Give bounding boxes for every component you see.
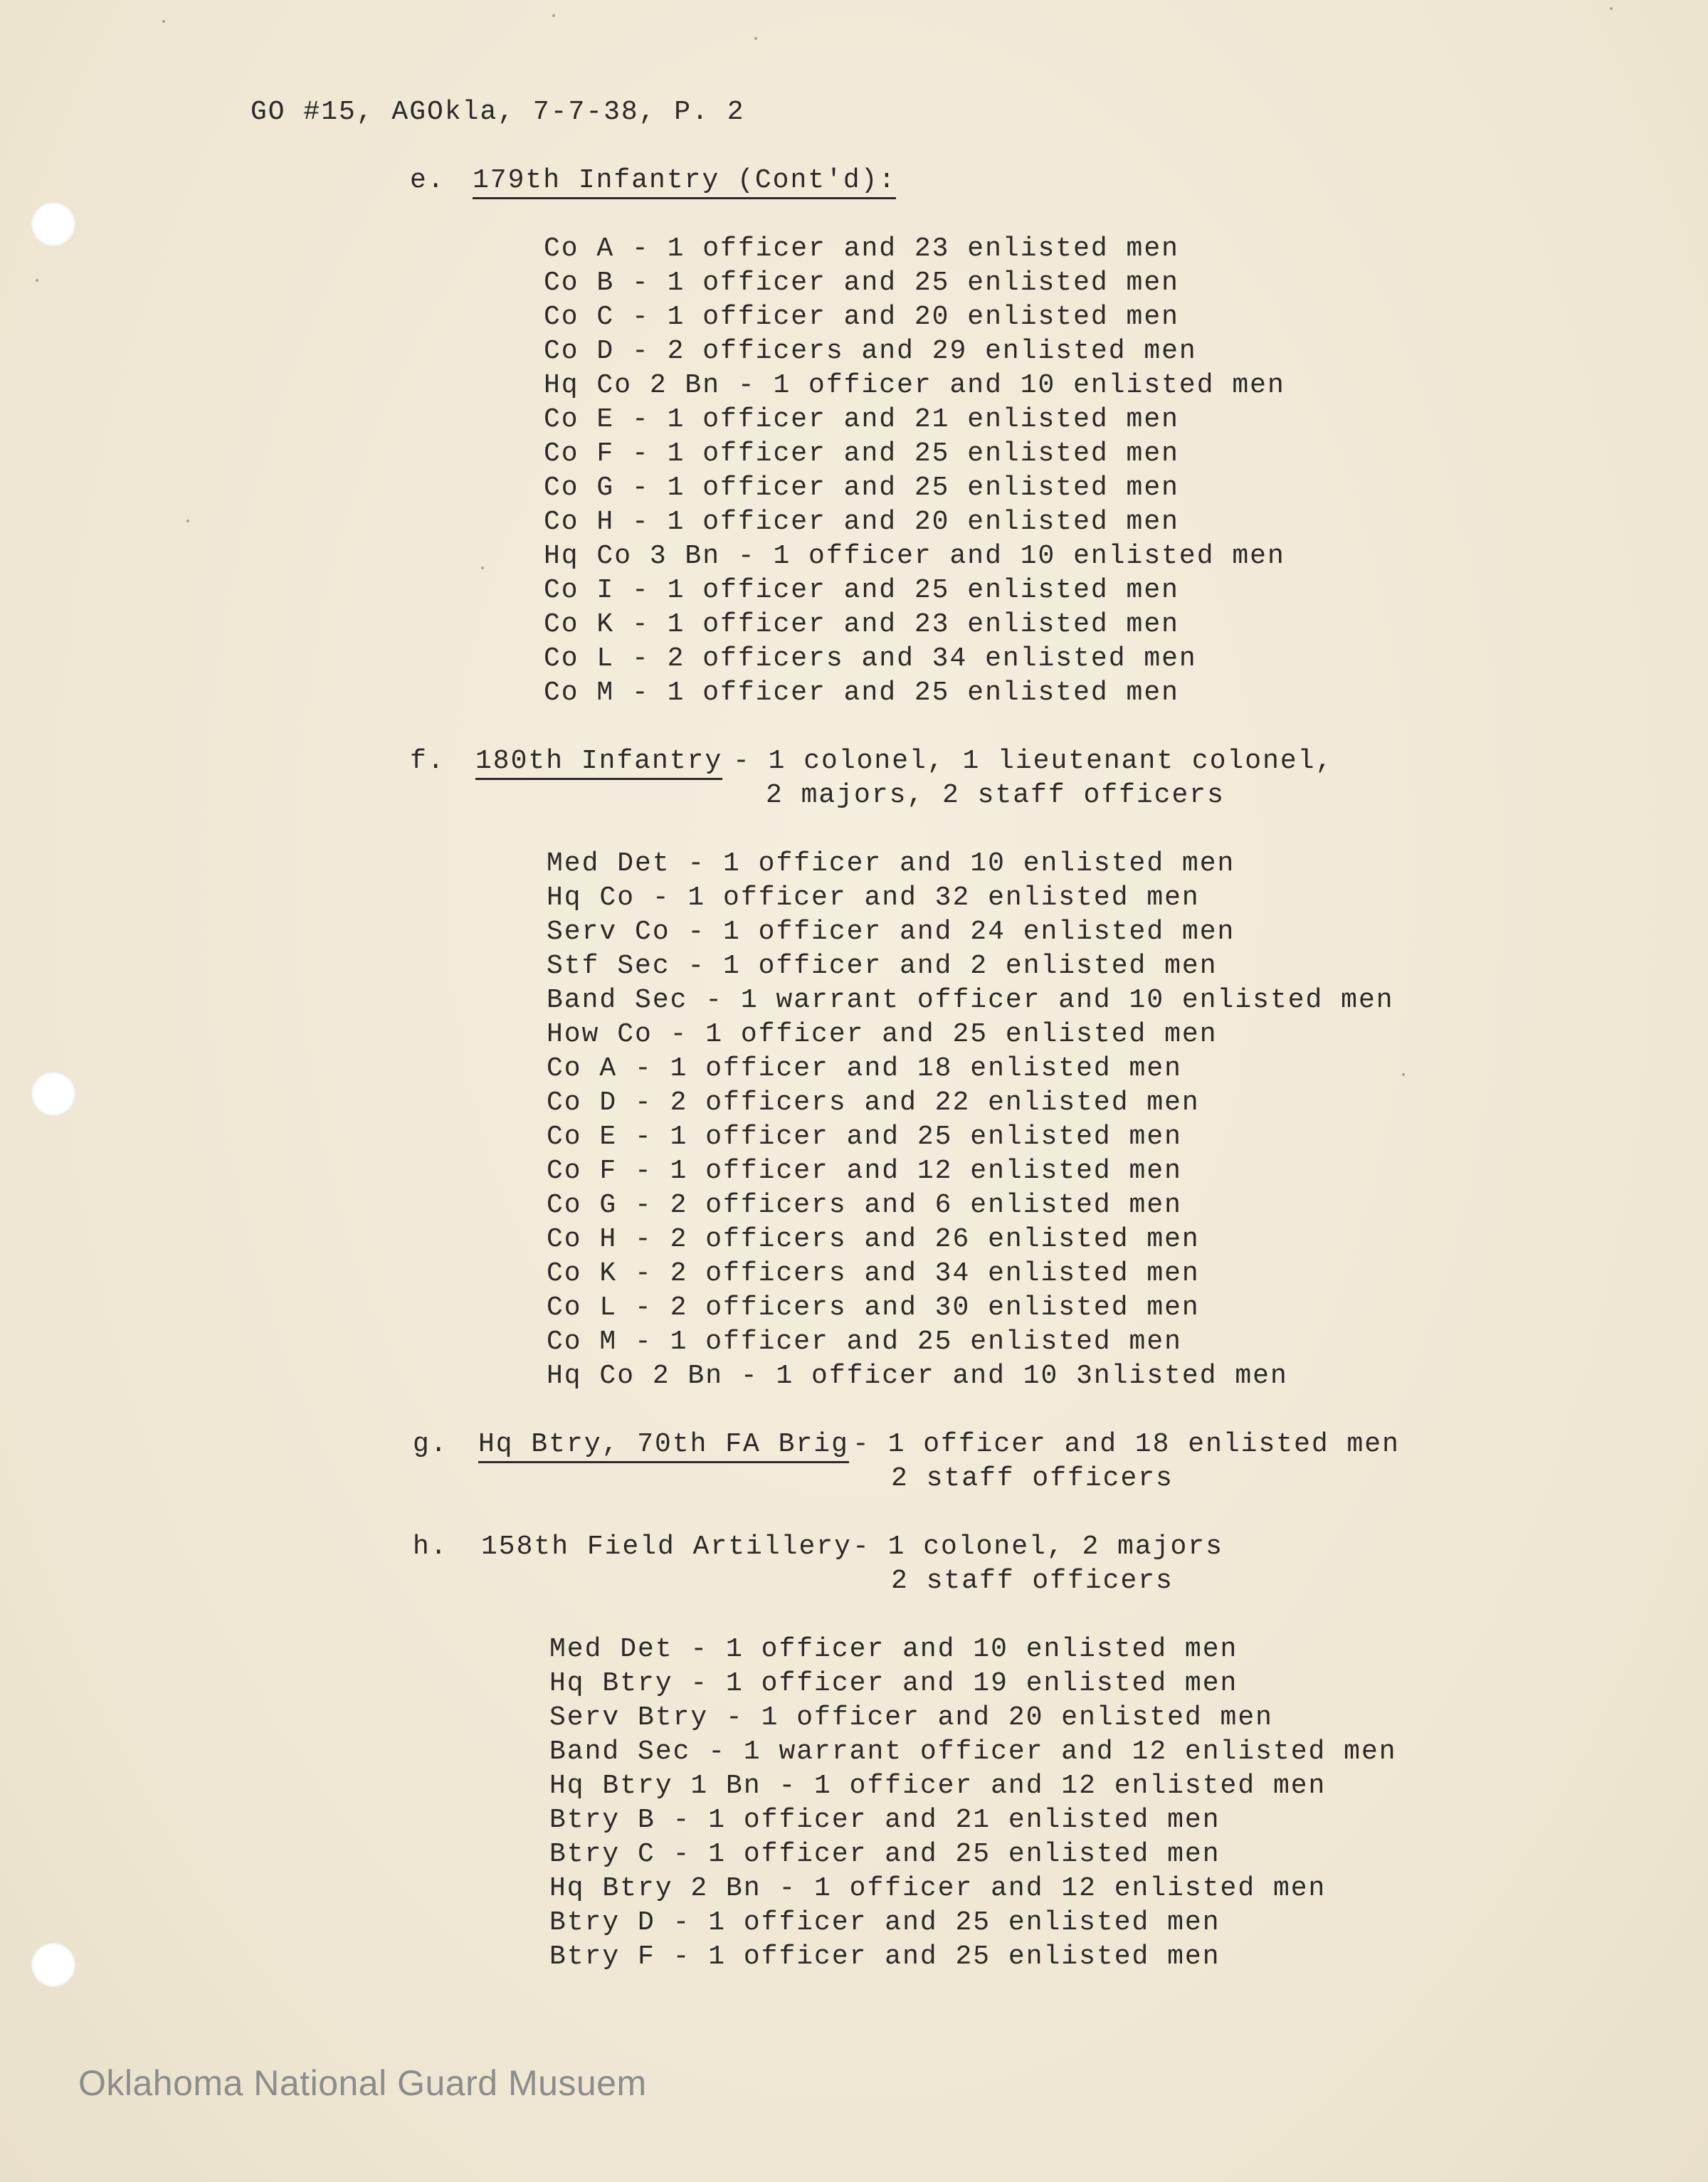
binder-hole-bottom <box>31 1943 75 1987</box>
list-item: Co L - 2 officers and 34 enlisted men <box>544 643 1197 674</box>
list-item: Btry B - 1 officer and 21 enlisted men <box>549 1805 1221 1835</box>
list-item: Btry D - 1 officer and 25 enlisted men <box>549 1907 1221 1938</box>
list-item: Co H - 1 officer and 20 enlisted men <box>544 507 1179 537</box>
list-item: Hq Btry - 1 officer and 19 enlisted men <box>549 1668 1238 1699</box>
list-item: Hq Btry 2 Bn - 1 officer and 12 enlisted men <box>549 1873 1327 1904</box>
section-letter: e. <box>410 165 446 196</box>
section-letter: g. <box>413 1429 448 1460</box>
list-item: Hq Co 2 Bn - 1 officer and 10 enlisted men <box>544 370 1285 401</box>
section-title <box>473 164 896 198</box>
list-item: Co A - 1 officer and 18 enlisted men <box>547 1053 1182 1084</box>
list-item: Hq Co 3 Bn - 1 officer and 10 enlisted men <box>544 541 1285 571</box>
section-title: 158th Field Artillery <box>481 1532 852 1562</box>
paper-speck <box>754 37 757 40</box>
list-item: Co F - 1 officer and 25 enlisted men <box>544 438 1179 469</box>
list-item: Co B - 1 officer and 25 enlisted men <box>544 268 1179 298</box>
paper-speck <box>1402 1073 1405 1076</box>
paper-speck <box>1610 7 1613 10</box>
section-title <box>475 744 722 779</box>
section-detail: 2 staff officers <box>891 1566 1174 1596</box>
list-item: Stf Sec - 1 officer and 2 enlisted men <box>547 951 1218 981</box>
list-item: Co D - 2 officers and 29 enlisted men <box>544 336 1197 367</box>
list-item: Co C - 1 officer and 20 enlisted men <box>544 302 1179 332</box>
binder-hole-top <box>31 202 75 246</box>
list-item: Band Sec - 1 warrant officer and 10 enlisted men <box>547 985 1394 1016</box>
list-item: Co A - 1 officer and 23 enlisted men <box>544 233 1179 264</box>
list-item: Hq Co 2 Bn - 1 officer and 10 3nlisted men <box>547 1361 1288 1391</box>
list-item: Co M - 1 officer and 25 enlisted men <box>547 1327 1182 1357</box>
list-item: Co F - 1 officer and 12 enlisted men <box>547 1156 1182 1186</box>
list-item: Btry C - 1 officer and 25 enlisted men <box>549 1839 1221 1870</box>
section-title-text: 180th Infantry <box>475 746 722 780</box>
museum-watermark: Oklahoma National Guard Musuem <box>78 2063 647 2103</box>
list-item: Serv Btry - 1 officer and 20 enlisted men <box>549 1702 1273 1733</box>
list-item: Co E - 1 officer and 21 enlisted men <box>544 404 1179 435</box>
document-header: GO #15, AGOkla, 7-7-38, P. 2 <box>251 97 745 127</box>
list-item: How Co - 1 officer and 25 enlisted men <box>547 1019 1218 1050</box>
list-item: Co M - 1 officer and 25 enlisted men <box>544 678 1179 708</box>
list-item: Co I - 1 officer and 25 enlisted men <box>544 575 1179 606</box>
paper-speck <box>481 566 484 569</box>
list-item: Co K - 2 officers and 34 enlisted men <box>547 1258 1200 1289</box>
paper-speck <box>162 20 165 23</box>
section-detail: - 1 officer and 18 enlisted men <box>853 1429 1400 1460</box>
list-item: Btry F - 1 officer and 25 enlisted men <box>549 1941 1221 1972</box>
section-detail: - 1 colonel, 1 lieutenant colonel, <box>733 746 1334 776</box>
paper-speck <box>186 520 189 522</box>
section-title <box>478 1428 849 1462</box>
list-item: Co H - 2 officers and 26 enlisted men <box>547 1224 1200 1255</box>
list-item: Co K - 1 officer and 23 enlisted men <box>544 609 1179 640</box>
section-letter: h. <box>413 1532 448 1562</box>
list-item: Serv Co - 1 officer and 24 enlisted men <box>547 917 1235 947</box>
section-detail: 2 majors, 2 staff officers <box>766 780 1225 811</box>
list-item: Co L - 2 officers and 30 enlisted men <box>547 1292 1200 1323</box>
section-title-text: Hq Btry, 70th FA Brig <box>478 1429 849 1463</box>
section-letter: f. <box>410 746 446 776</box>
section-detail: - 1 colonel, 2 majors <box>853 1532 1223 1562</box>
list-item: Co E - 1 officer and 25 enlisted men <box>547 1122 1182 1152</box>
list-item: Co G - 1 officer and 25 enlisted men <box>544 473 1179 503</box>
list-item: Med Det - 1 officer and 10 enlisted men <box>549 1634 1238 1665</box>
list-item: Med Det - 1 officer and 10 enlisted men <box>547 848 1235 879</box>
section-title-text: 179th Infantry (Cont'd): <box>473 165 896 199</box>
paper-speck <box>36 279 38 282</box>
list-item: Co D - 2 officers and 22 enlisted men <box>547 1087 1200 1118</box>
paper-speck <box>552 14 555 17</box>
list-item: Co G - 2 officers and 6 enlisted men <box>547 1190 1182 1221</box>
section-detail: 2 staff officers <box>891 1463 1174 1494</box>
list-item: Hq Co - 1 officer and 32 enlisted men <box>547 882 1200 913</box>
list-item: Band Sec - 1 warrant officer and 12 enlisted men <box>549 1736 1397 1767</box>
binder-hole-middle <box>31 1072 75 1116</box>
list-item: Hq Btry 1 Bn - 1 officer and 12 enlisted men <box>549 1771 1327 1801</box>
